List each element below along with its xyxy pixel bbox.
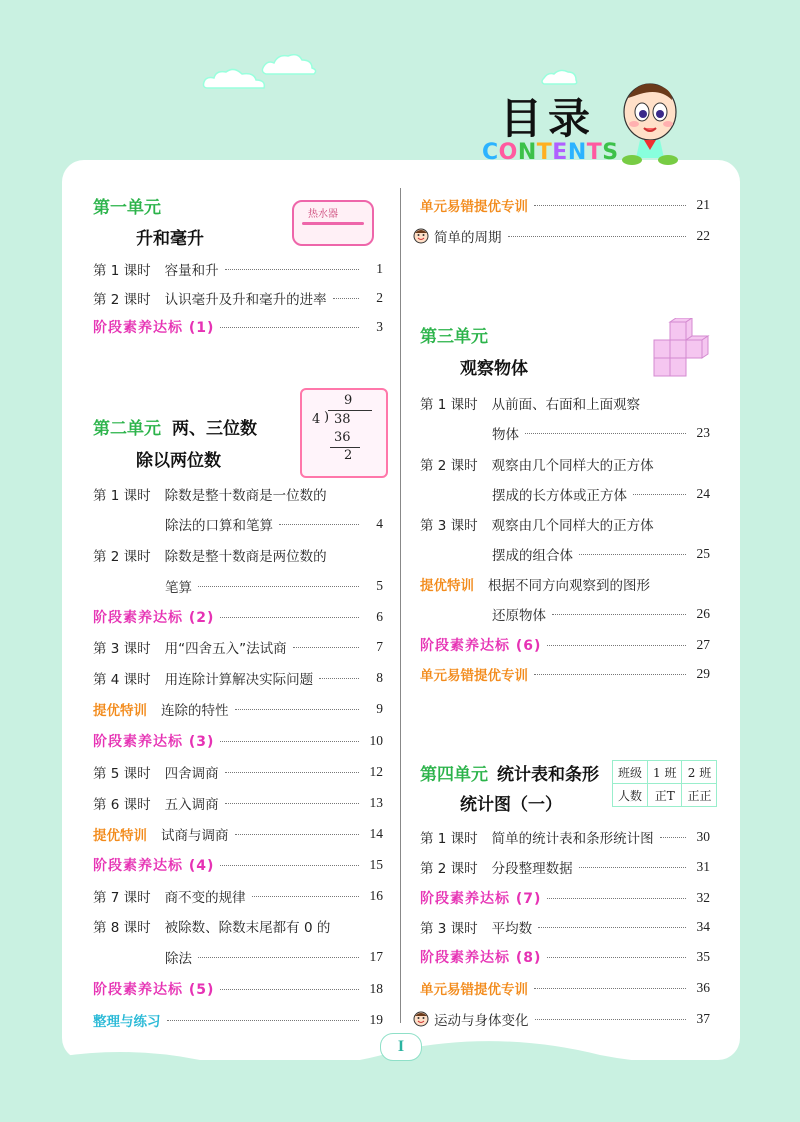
- assessment-label: 阶段素养达标 (8): [420, 950, 542, 966]
- table-cell: 正T: [648, 784, 682, 807]
- lesson-label: 第 6 课时: [93, 797, 151, 813]
- leader-dots: [534, 205, 686, 206]
- table-cell: 班级: [613, 761, 648, 784]
- toc-entry[interactable]: [420, 887, 710, 909]
- lesson-title: 认识毫升及升和毫升的进率: [164, 292, 327, 308]
- page-number: 10: [369, 733, 383, 748]
- table-cell: 1 班: [648, 761, 682, 784]
- smiley-icon: [412, 228, 430, 244]
- toc-entry[interactable]: [93, 978, 383, 1000]
- leader-dots: [579, 554, 686, 555]
- page-number: 2: [376, 290, 383, 305]
- assessment-label: 阶段素养达标 (7): [420, 891, 542, 907]
- lesson-title: 观察由几个同样大的正方体: [491, 458, 654, 474]
- lesson-title: 容量和升: [164, 263, 219, 279]
- lesson-title: 摆成的组合体: [492, 548, 573, 564]
- lesson-label: 第 3 课时: [420, 921, 478, 937]
- toc-entry[interactable]: [420, 194, 710, 216]
- page-number: 31: [696, 859, 710, 874]
- toc-entry[interactable]: [93, 854, 383, 876]
- lesson-title: 还原物体: [492, 608, 546, 624]
- leader-dots: [198, 957, 359, 958]
- toc-entry[interactable]: [93, 1009, 383, 1031]
- leader-dots: [167, 1020, 360, 1021]
- unit-label: 第三单元: [420, 327, 488, 347]
- toc-entry[interactable]: [420, 513, 710, 535]
- page-number: 13: [369, 795, 383, 810]
- toc-entry[interactable]: [93, 698, 383, 720]
- page-number: 1: [376, 261, 383, 276]
- table-cell: 2 班: [682, 761, 717, 784]
- leader-dots: [525, 433, 686, 434]
- special-training-label: 提优特训: [93, 828, 147, 844]
- page-number: 24: [696, 486, 710, 501]
- page-number: 32: [696, 890, 710, 905]
- page-number: 18: [369, 981, 383, 996]
- toc-entry-continued[interactable]: [492, 603, 710, 625]
- page-number: 34: [696, 919, 710, 934]
- toc-entry[interactable]: [93, 606, 383, 628]
- toc-entry[interactable]: [93, 544, 383, 566]
- toc-entry[interactable]: [93, 483, 383, 505]
- leader-dots: [220, 327, 359, 328]
- leader-dots: [538, 927, 686, 928]
- leader-dots: [660, 837, 686, 838]
- leader-dots: [547, 645, 686, 646]
- lesson-title: 物体: [492, 427, 519, 443]
- lesson-title: 用连除计算解决实际问题: [164, 672, 314, 688]
- lesson-label: 第 2 课时: [93, 549, 151, 565]
- lesson-title: 摆成的长方体或正方体: [492, 488, 627, 504]
- lesson-title: 简单的统计表和条形统计图: [491, 831, 654, 847]
- smiley-icon: [412, 1011, 430, 1027]
- lesson-title: 连除的特性: [161, 703, 229, 719]
- leader-dots: [225, 803, 359, 804]
- lesson-title: 根据不同方向观察到的图形: [488, 578, 650, 594]
- lesson-label: 第 5 课时: [93, 766, 151, 782]
- topic-title: 简单的周期: [434, 230, 502, 246]
- leader-dots: [535, 1019, 687, 1020]
- error-training-label: 单元易错提优专训: [420, 982, 528, 998]
- toc-entry[interactable]: [420, 826, 710, 848]
- assessment-label: 阶段素养达标 (6): [420, 638, 542, 654]
- leader-dots: [220, 865, 359, 866]
- lesson-title: 商不变的规律: [164, 890, 246, 906]
- lesson-label: 第 2 课时: [420, 458, 478, 474]
- leader-dots: [534, 674, 686, 675]
- lesson-title: 从前面、右面和上面观察: [491, 397, 641, 413]
- leader-dots: [633, 494, 686, 495]
- leader-dots: [220, 617, 359, 618]
- toc-entry[interactable]: [93, 258, 383, 280]
- unit-name: 观察物体: [460, 359, 528, 379]
- page-number: 29: [696, 666, 710, 681]
- assessment-label: 阶段素养达标 (1): [93, 320, 215, 336]
- assessment-label: 阶段素养达标 (3): [93, 734, 215, 750]
- review-label: 整理与练习: [93, 1014, 161, 1030]
- toc-entry[interactable]: [412, 225, 710, 247]
- leader-dots: [552, 614, 686, 615]
- error-training-label: 单元易错提优专训: [420, 199, 528, 215]
- page-number: 6: [376, 609, 383, 624]
- cloud-icon: [540, 66, 580, 88]
- division-quotient: 9: [344, 393, 353, 408]
- lesson-label: 第 3 课时: [420, 518, 478, 534]
- water-heater-icon: [292, 200, 374, 246]
- column-divider: [400, 188, 401, 1023]
- lesson-title: 被除数、除数末尾都有 0 的: [164, 920, 331, 936]
- lesson-title: 除法: [165, 951, 192, 967]
- page-number: 12: [369, 764, 383, 779]
- contents-subtitle: CONTENTS: [482, 140, 619, 165]
- unit-name: 除以两位数: [136, 451, 221, 471]
- page-number: 22: [696, 228, 710, 243]
- toc-entry[interactable]: [93, 287, 383, 309]
- lesson-title: 除法的口算和笔算: [165, 518, 273, 534]
- division-remainder: 2: [344, 448, 353, 463]
- lesson-label: 第 2 课时: [93, 292, 151, 308]
- page-number: 25: [696, 546, 710, 561]
- toc-entry[interactable]: [93, 761, 383, 783]
- leader-dots: [547, 898, 686, 899]
- toc-entry[interactable]: [420, 634, 710, 656]
- error-training-label: 单元易错提优专训: [420, 668, 528, 684]
- toc-entry[interactable]: [93, 823, 383, 845]
- toc-entry-continued[interactable]: [492, 422, 710, 444]
- page-number: 9: [376, 701, 383, 716]
- lesson-label: 第 8 课时: [93, 920, 151, 936]
- lesson-label: 第 1 课时: [420, 397, 478, 413]
- lesson-label: 第 1 课时: [93, 488, 151, 504]
- lesson-label: 第 2 课时: [420, 861, 478, 877]
- page-number: 36: [696, 980, 710, 995]
- page-number: 3: [376, 319, 383, 334]
- toc-entry[interactable]: [420, 946, 710, 968]
- toc-entry[interactable]: [412, 1008, 710, 1030]
- cubes-icon: [652, 318, 710, 378]
- leader-dots: [333, 298, 359, 299]
- division-divisor: 4: [312, 412, 321, 427]
- leader-dots: [547, 957, 686, 958]
- lesson-title: 分段整理数据: [491, 861, 573, 877]
- unit-name: 两、三位数: [172, 419, 257, 439]
- division-blackboard-icon: 9 4 ) 38 36 2: [300, 388, 388, 478]
- page-number: 19: [369, 1012, 383, 1027]
- lesson-title: 笔算: [165, 580, 192, 596]
- page-footer-number: I: [380, 1033, 422, 1061]
- assessment-label: 阶段素养达标 (2): [93, 610, 215, 626]
- icon-label: 热水器: [308, 209, 338, 220]
- toc-entry-continued[interactable]: [165, 946, 383, 968]
- toc-entry-continued[interactable]: [165, 575, 383, 597]
- toc-entry[interactable]: [420, 663, 710, 685]
- unit-label: 第一单元: [93, 198, 161, 218]
- topic-title: 运动与身体变化: [434, 1013, 529, 1029]
- lesson-label: 第 4 课时: [93, 672, 151, 688]
- page-title: 目录: [500, 94, 597, 143]
- table-cell: 人数: [613, 784, 648, 807]
- toc-entry[interactable]: [420, 977, 710, 999]
- page-number: 8: [376, 670, 383, 685]
- page-number: 35: [696, 949, 710, 964]
- toc-entry[interactable]: [420, 916, 710, 938]
- toc-entry[interactable]: [420, 392, 710, 414]
- lesson-title: 四舍调商: [164, 766, 219, 782]
- page-number: 16: [369, 888, 383, 903]
- leader-dots: [252, 896, 359, 897]
- lesson-title: 除数是整十数商是两位数的: [164, 549, 327, 565]
- toc-entry[interactable]: [93, 316, 383, 338]
- page-number: 7: [376, 639, 383, 654]
- page-number: 37: [696, 1011, 710, 1026]
- leader-dots: [220, 989, 359, 990]
- page-number: 21: [696, 197, 710, 212]
- toc-entry[interactable]: [93, 730, 383, 752]
- page-number: 4: [376, 516, 383, 531]
- assessment-label: 阶段素养达标 (4): [93, 858, 215, 874]
- division-dividend: 38: [334, 412, 351, 427]
- leader-dots: [198, 586, 359, 587]
- leader-dots: [508, 236, 687, 237]
- unit-name: 统计表和条形: [497, 765, 599, 785]
- toc-entry[interactable]: [93, 792, 383, 814]
- toc-entry[interactable]: [93, 667, 383, 689]
- page-number: 5: [376, 578, 383, 593]
- page-number: 27: [696, 637, 710, 652]
- toc-entry[interactable]: [93, 915, 383, 937]
- page-number: 26: [696, 606, 710, 621]
- toc-entry-continued[interactable]: [165, 513, 383, 535]
- toc-entry[interactable]: [420, 573, 710, 595]
- lesson-label: 第 1 课时: [93, 263, 151, 279]
- unit-name: 升和毫升: [136, 229, 204, 249]
- lesson-title: 试商与调商: [161, 828, 229, 844]
- leader-dots: [534, 988, 686, 989]
- lesson-title: 平均数: [491, 921, 533, 937]
- special-training-label: 提优特训: [420, 578, 474, 594]
- page-number: 17: [369, 949, 383, 964]
- unit-label: 第四单元: [420, 765, 488, 785]
- page-number: 14: [369, 826, 383, 841]
- leader-dots: [220, 741, 359, 742]
- assessment-label: 阶段素养达标 (5): [93, 982, 215, 998]
- toc-entry-continued[interactable]: [492, 543, 710, 565]
- lesson-title: 观察由几个同样大的正方体: [491, 518, 654, 534]
- lesson-label: 第 1 课时: [420, 831, 478, 847]
- leader-dots: [319, 678, 359, 679]
- toc-entry[interactable]: [420, 856, 710, 878]
- mascot-illustration: [610, 78, 690, 168]
- lesson-label: 第 7 课时: [93, 890, 151, 906]
- page-number: 15: [369, 857, 383, 872]
- unit-label: 第二单元: [93, 419, 161, 439]
- table-cell: 正正: [682, 784, 717, 807]
- toc-entry[interactable]: [93, 885, 383, 907]
- page-number: 30: [696, 829, 710, 844]
- leader-dots: [579, 867, 686, 868]
- cloud-icon: [260, 50, 320, 80]
- page-number: 23: [696, 425, 710, 440]
- leader-dots: [225, 269, 359, 270]
- special-training-label: 提优特训: [93, 703, 147, 719]
- lesson-title: 除数是整十数商是一位数的: [164, 488, 327, 504]
- unit-name: 统计图（一）: [460, 795, 562, 815]
- leader-dots: [235, 709, 360, 710]
- leader-dots: [235, 834, 360, 835]
- leader-dots: [225, 772, 359, 773]
- toc-entry[interactable]: [93, 636, 383, 658]
- toc-entry-continued[interactable]: [492, 483, 710, 505]
- lesson-title: 用“四舍五入”法试商: [164, 641, 287, 657]
- tally-table-icon: [612, 760, 717, 807]
- division-product: 36: [334, 430, 351, 445]
- toc-entry[interactable]: [420, 453, 710, 475]
- leader-dots: [293, 647, 359, 648]
- lesson-title: 五入调商: [164, 797, 219, 813]
- lesson-label: 第 3 课时: [93, 641, 151, 657]
- leader-dots: [279, 524, 359, 525]
